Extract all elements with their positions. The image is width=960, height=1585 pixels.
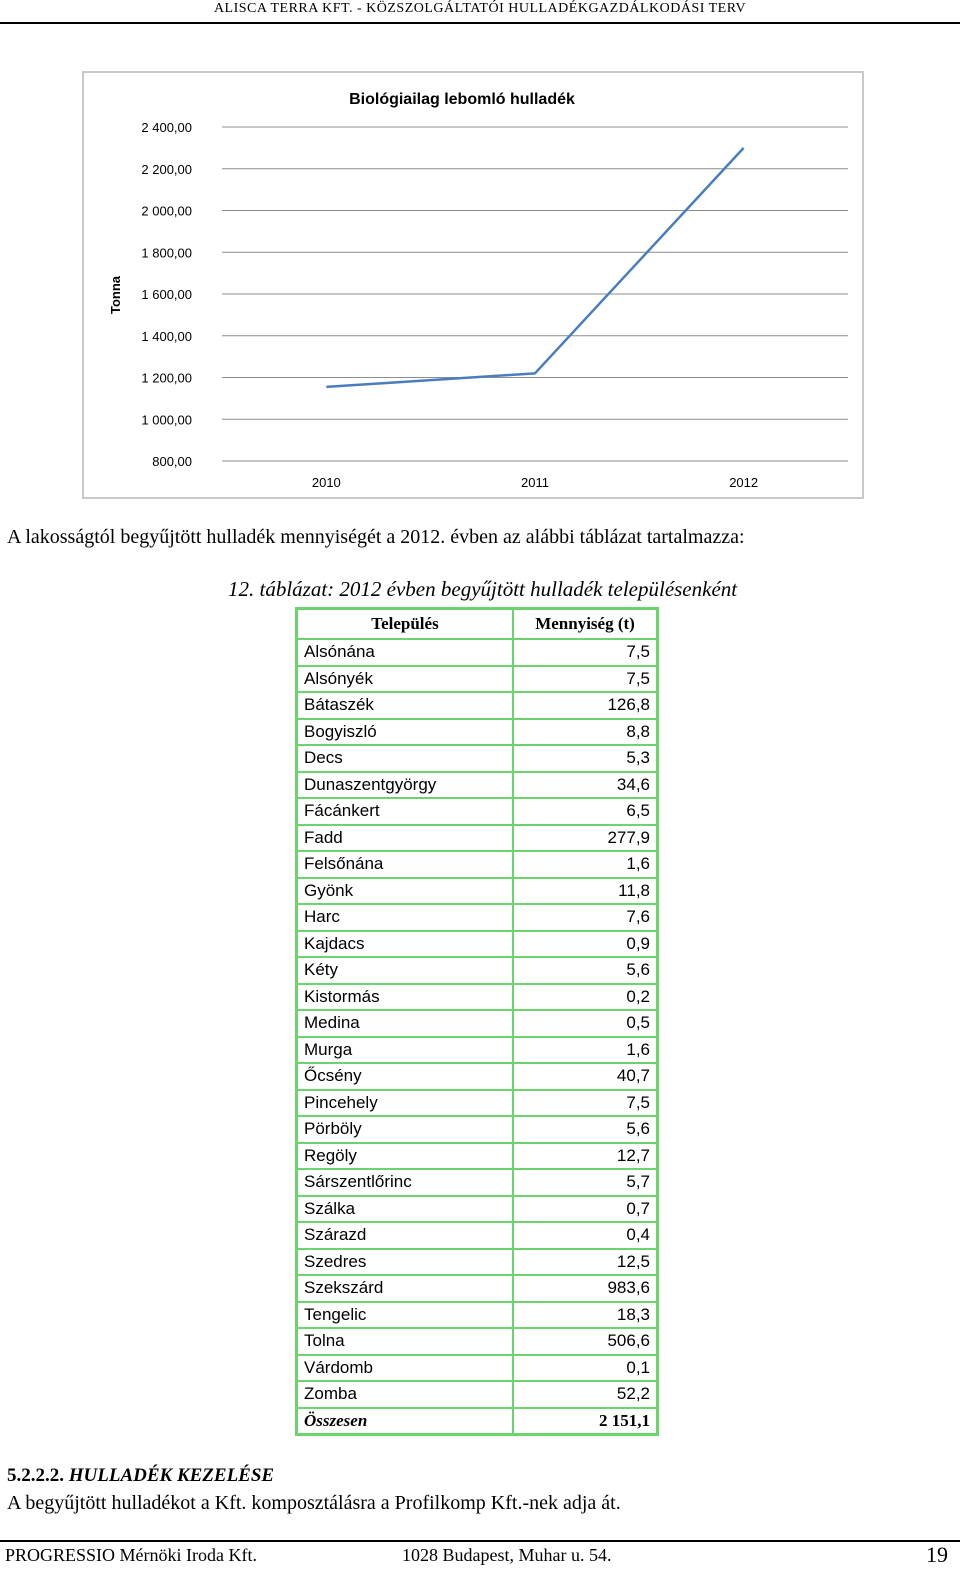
page-number: 19 [926, 1542, 948, 1567]
settlement-name: Kéty [297, 957, 514, 984]
chart-title: Biológiailag lebomló hulladék [349, 91, 575, 108]
quantity-value: 40,7 [513, 1063, 658, 1090]
settlement-name: Murga [297, 1037, 514, 1064]
page-header [0, 0, 960, 24]
y-tick-label: 2 000,00 [141, 203, 192, 219]
table-row [297, 1037, 658, 1064]
quantity-value: 5,7 [513, 1169, 658, 1196]
table-row [297, 1222, 658, 1249]
table-row [297, 1196, 658, 1223]
footer-address: 1028 Budapest, Muhar u. 54. [402, 1545, 612, 1565]
x-tick-label: 2010 [311, 475, 341, 490]
table-row [297, 1169, 658, 1196]
quantity-value: 0,2 [513, 984, 658, 1011]
settlement-name: Decs [297, 745, 514, 772]
settlement-name: Kistormás [297, 984, 514, 1011]
y-tick-label: 2 200,00 [141, 161, 192, 177]
table-row [297, 931, 658, 958]
settlement-name: Alsónyék [297, 666, 514, 693]
table-row [297, 1355, 658, 1382]
section-heading [7, 1465, 274, 1487]
table-row [297, 825, 658, 852]
settlement-name: Szekszárd [297, 1275, 514, 1302]
table-row [297, 798, 658, 825]
settlement-name: Fácánkert [297, 798, 514, 825]
quantity-value: 983,6 [513, 1275, 658, 1302]
quantity-value: 506,6 [513, 1328, 658, 1355]
quantity-value: 1,6 [513, 1037, 658, 1064]
waste-table [295, 607, 659, 1436]
y-tick-label: 1 200,00 [141, 370, 192, 386]
table-row [297, 1010, 658, 1037]
settlement-name: Várdomb [297, 1355, 514, 1382]
page-footer [0, 1540, 960, 1585]
settlement-name: Szedres [297, 1249, 514, 1276]
total-value: 2 151,1 [513, 1408, 658, 1435]
table-row [297, 904, 658, 931]
quantity-value: 34,6 [513, 772, 658, 799]
section-title: HULLADÉK KEZELÉSE [68, 1465, 275, 1486]
quantity-value: 11,8 [513, 878, 658, 905]
body-paragraph: A begyűjtött hulladékot a Kft. komposztálásra a Profilkomp Kft.-nek adja át. [7, 1492, 621, 1514]
total-label: Összesen [297, 1408, 514, 1435]
table-row [297, 1275, 658, 1302]
table-row [297, 666, 658, 693]
table-row [297, 1381, 658, 1408]
table-row [297, 745, 658, 772]
table-row [297, 1063, 658, 1090]
header-text: ALISCA TERRA KFT. - KÖZSZOLGÁLTATÓI HULLADÉKGAZDÁLKODÁSI TERV [213, 1, 747, 16]
settlement-name: Regöly [297, 1143, 514, 1170]
x-tick-label: 2012 [729, 475, 759, 490]
table-row [297, 957, 658, 984]
settlement-name: Tolna [297, 1328, 514, 1355]
settlement-name: Tengelic [297, 1302, 514, 1329]
settlement-name: Medina [297, 1010, 514, 1037]
settlement-name: Bátaszék [297, 692, 514, 719]
table-row [297, 719, 658, 746]
settlement-name: Gyönk [297, 878, 514, 905]
y-tick-label: 1 000,00 [141, 412, 192, 428]
settlement-name: Dunaszentgyörgy [297, 772, 514, 799]
y-tick-label: 1 800,00 [141, 245, 192, 261]
quantity-value: 0,4 [513, 1222, 658, 1249]
quantity-value: 0,5 [513, 1010, 658, 1037]
table-header-row [297, 609, 658, 640]
quantity-value: 7,5 [513, 1090, 658, 1117]
settlement-name: Pincehely [297, 1090, 514, 1117]
table-row [297, 639, 658, 666]
total-row [297, 1408, 658, 1435]
settlement-name: Sárszentlőrinc [297, 1169, 514, 1196]
settlement-name: Kajdacs [297, 931, 514, 958]
quantity-value: 5,3 [513, 745, 658, 772]
y-axis-label: Tonna [108, 275, 123, 315]
quantity-value: 277,9 [513, 825, 658, 852]
table-row [297, 878, 658, 905]
footer-company: PROGRESSIO Mérnöki Iroda Kft. [5, 1545, 257, 1565]
header-settlement: Település [297, 609, 514, 640]
settlement-name: Harc [297, 904, 514, 931]
quantity-value: 18,3 [513, 1302, 658, 1329]
settlement-name: Szárazd [297, 1222, 514, 1249]
table-row [297, 1090, 658, 1117]
quantity-value: 7,5 [513, 666, 658, 693]
table-row [297, 772, 658, 799]
settlement-name: Zomba [297, 1381, 514, 1408]
quantity-value: 0,1 [513, 1355, 658, 1382]
quantity-value: 52,2 [513, 1381, 658, 1408]
y-tick-label: 1 400,00 [141, 328, 192, 344]
table-row [297, 1116, 658, 1143]
settlement-name: Őcsény [297, 1063, 514, 1090]
quantity-value: 5,6 [513, 957, 658, 984]
x-tick-label: 2011 [521, 475, 549, 490]
y-tick-label: 800,00 [152, 454, 192, 469]
header-quantity: Mennyiség (t) [513, 609, 658, 640]
quantity-value: 12,5 [513, 1249, 658, 1276]
quantity-value: 5,6 [513, 1116, 658, 1143]
table-row [297, 1143, 658, 1170]
quantity-value: 0,7 [513, 1196, 658, 1223]
quantity-value: 12,7 [513, 1143, 658, 1170]
quantity-value: 1,6 [513, 851, 658, 878]
quantity-value: 7,6 [513, 904, 658, 931]
table-caption: 12. táblázat: 2012 évben begyűjtött hulladék településenként [228, 577, 738, 601]
settlement-name: Felsőnána [297, 851, 514, 878]
quantity-value: 8,8 [513, 719, 658, 746]
settlement-name: Szálka [297, 1196, 514, 1223]
settlement-name: Pörböly [297, 1116, 514, 1143]
table-row [297, 851, 658, 878]
table-row [297, 1302, 658, 1329]
intro-paragraph: A lakosságtól begyűjtött hulladék mennyiségét a 2012. évben az alábbi táblázat tartalmazza: [7, 526, 745, 548]
settlement-name: Alsónána [297, 639, 514, 666]
y-tick-label: 2 400,00 [141, 120, 192, 135]
settlement-name: Bogyiszló [297, 719, 514, 746]
quantity-value: 126,8 [513, 692, 658, 719]
y-tick-label: 1 600,00 [141, 287, 192, 302]
chart-svg [84, 73, 866, 501]
series-line [326, 148, 743, 387]
table-row [297, 984, 658, 1011]
table-row [297, 692, 658, 719]
quantity-value: 0,9 [513, 931, 658, 958]
table-row [297, 1249, 658, 1276]
quantity-value: 6,5 [513, 798, 658, 825]
table-row [297, 1328, 658, 1355]
quantity-value: 7,5 [513, 639, 658, 666]
section-number: 5.2.2.2. [7, 1465, 64, 1486]
settlement-name: Fadd [297, 825, 514, 852]
line-chart [82, 71, 864, 499]
